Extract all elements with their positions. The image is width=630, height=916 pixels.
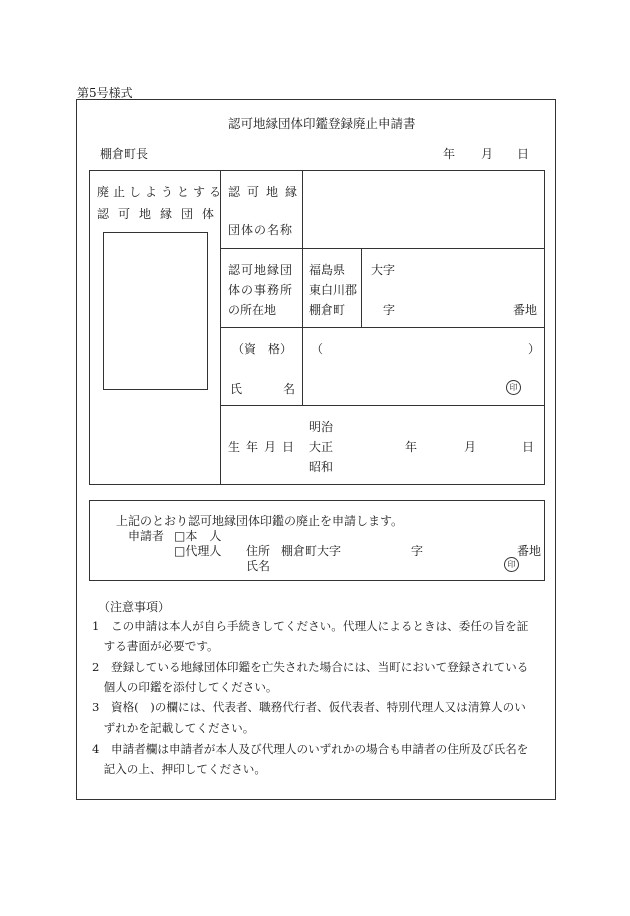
applicant-address-prefix: 棚倉町大字 — [281, 544, 342, 558]
office-address-label-line1: 認可地縁団 — [228, 263, 294, 277]
applicant-banchi-label: 番地 — [517, 544, 542, 558]
notes-line: 個人の印鑑を添付してください。 — [92, 680, 278, 694]
birth-date-label: 生年月日 — [228, 440, 301, 454]
office-address-label-line2: 体の事務所 — [228, 283, 294, 297]
table-divider-label — [302, 170, 303, 405]
qualification-paren-close: ） — [528, 342, 541, 356]
left-panel-label-line1: 廃止しようとする — [97, 185, 226, 199]
seal-impression-box[interactable] — [103, 232, 208, 390]
notes-line: ずれかを記載してください。 — [92, 721, 255, 735]
notes-line: 記入の上、押印してください。 — [92, 762, 266, 776]
applicant-seal-icon: 印 — [504, 557, 519, 572]
era-taisho: 大正 — [309, 440, 334, 454]
name-label-1: 氏 — [230, 382, 243, 396]
applicant-address-label: 住所 — [246, 544, 271, 558]
office-address-label-line3: の所在地 — [228, 303, 277, 317]
name-label-2: 名 — [283, 382, 296, 396]
applicant-name-label: 氏名 — [246, 559, 271, 573]
notes-line: 3 資格( )の欄には、代表者、職務代行者、仮代表者、特別代理人又は清算人のい — [92, 700, 526, 714]
qualification-label: （資 格） — [232, 342, 293, 356]
era-meiji: 明治 — [309, 420, 334, 434]
form-number: 第5号様式 — [77, 86, 133, 100]
table-divider-address — [361, 248, 362, 327]
applicant-aza-label: 字 — [411, 544, 424, 558]
applicant-label: 申請者 — [128, 529, 165, 543]
notes-line: 4 申請者欄は申請者が本人及び代理人のいずれかの場合も申請者の住所及び氏名を — [92, 742, 529, 756]
group-name-label-line1: 認可地縁 — [228, 185, 305, 199]
left-panel-label-line2: 認可地縁団体 — [97, 207, 224, 221]
qualification-paren-open: （ — [311, 342, 324, 356]
table-row-line — [220, 405, 545, 406]
era-showa: 昭和 — [309, 460, 334, 474]
address-aza-label: 字 — [383, 303, 396, 317]
notes-line: 2 登録している地縁団体印鑑を亡失された場合には、当町において登録されている — [92, 660, 529, 674]
birth-year-label: 年 — [405, 440, 418, 454]
date-month-label: 月 — [481, 147, 494, 161]
notes-line: 1 この申請は本人が自ら手続きしてください。代理人によるときは、委任の旨を証 — [92, 619, 529, 633]
notes-heading: （注意事項） — [98, 600, 171, 614]
address-oaza-label: 大字 — [371, 263, 396, 277]
address-town: 棚倉町 — [309, 303, 346, 317]
address-prefecture: 福島県 — [309, 263, 346, 277]
declaration-text: 上記のとおり認可地縁団体印鑑の廃止を申請します。 — [116, 514, 404, 528]
group-name-label-line2: 団体の名称 — [228, 223, 294, 237]
applicant-option-self[interactable]: □本 人 — [174, 529, 222, 543]
birth-day-label: 日 — [522, 440, 535, 454]
date-day-label: 日 — [517, 147, 530, 161]
applicant-option-agent[interactable]: □代理人 — [174, 544, 222, 558]
birth-month-label: 月 — [464, 440, 477, 454]
address-banchi-label: 番地 — [513, 303, 538, 317]
seal-icon: 印 — [506, 380, 521, 395]
table-row-line — [220, 248, 545, 249]
table-row-line — [220, 327, 545, 328]
address-county: 東白川郡 — [309, 283, 358, 297]
notes-line: する書面が必要です。 — [92, 639, 219, 653]
form-title: 認可地縁団体印鑑登録廃止申請書 — [228, 116, 416, 131]
date-year-label: 年 — [443, 147, 456, 161]
addressee: 棚倉町長 — [100, 147, 149, 161]
